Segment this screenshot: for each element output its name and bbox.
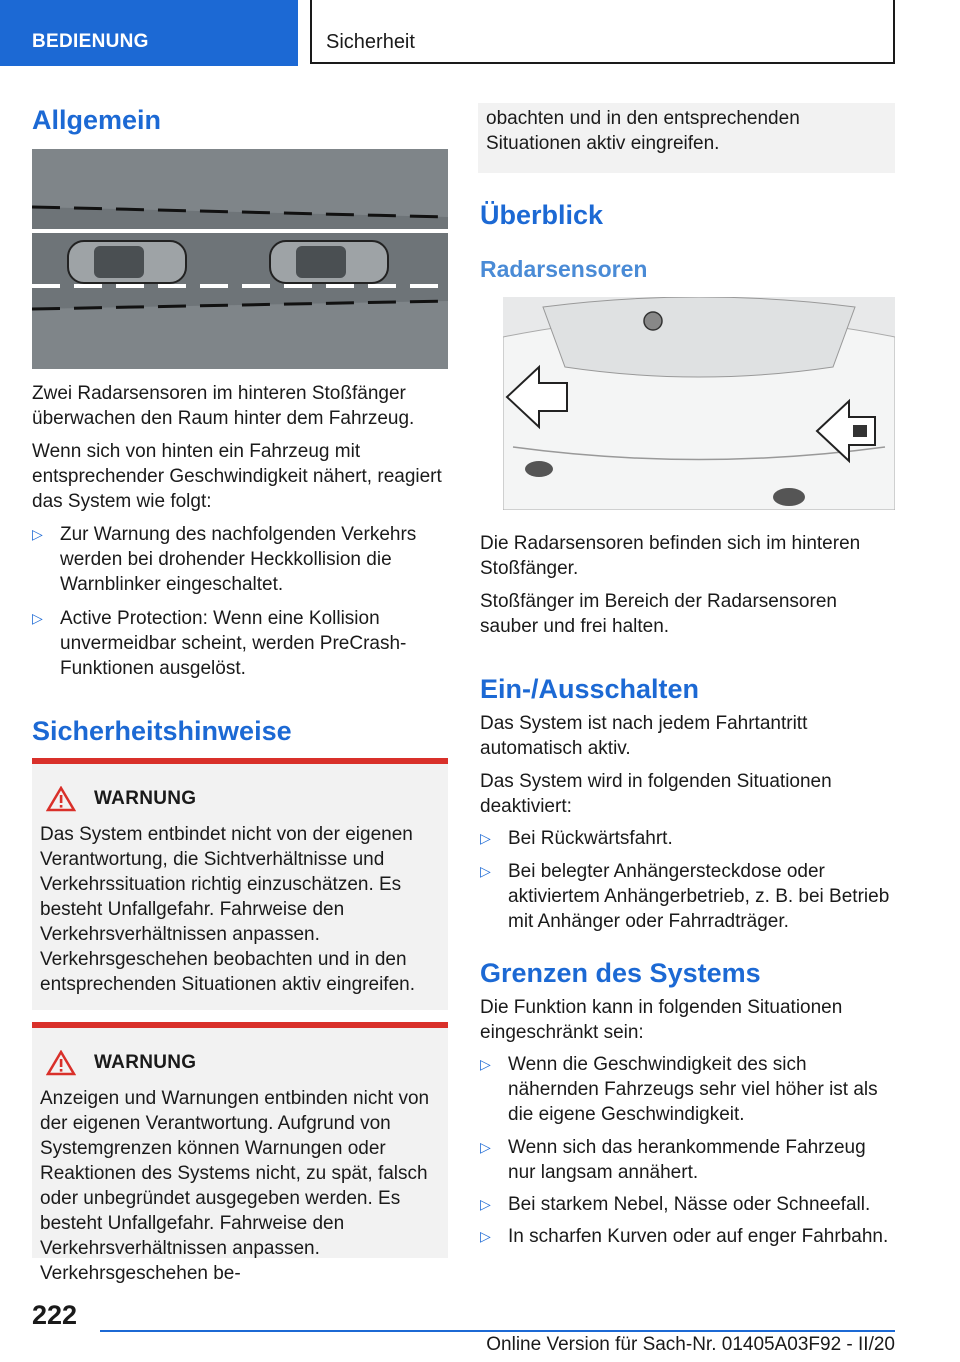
heading-general: Allgemein [32,105,162,135]
onoff-paragraph-2: Das System wird in folgenden Situationen deaktiviert: [480,771,832,817]
footer-version: Online Version für Sach-Nr. 01405A03F92 - II/20 [486,1334,895,1355]
footer-divider [100,1330,895,1332]
warning-text: Anzeigen und Warnungen entbinden nicht von der eigenen Verantwortung. Aufgrund von Systemgrenzen können Warnungen oder Reaktionen des Systems nicht, zu spät, falsch oder unbegründet ausgegeben werden. Es besteht Unfallgefahr. Fahrweise den Verkehrsverhältnissen anpassen. Verkehrsgeschehen be- [40,1088,430,1284]
heading-onoff: Ein-/Ausschalten [480,674,700,704]
warning-header [46,786,436,816]
front-car-icon [270,241,388,283]
triangle-bullet-icon: ▷ [480,1228,491,1244]
list-item: ▷ Bei Rückwärtsfahrt. [480,828,673,849]
radar-paragraph-2: Stoßfänger im Bereich der Radarsensoren sauber und frei halten. [480,591,837,637]
triangle-bullet-icon: ▷ [480,1139,491,1155]
warning-triangle-icon [46,786,76,812]
warning-box [32,1022,448,1284]
brand-logo-icon [644,312,662,330]
list-item: ▷ In scharfen Kurven oder auf enger Fahrbahn. [480,1226,889,1247]
onoff-paragraph-1: Das System ist nach jedem Fahrtantritt automatisch aktiv. [480,713,808,759]
heading-safety: Sicherheitshinweise [32,716,292,746]
list-item: ▷ Wenn sich das herankommende Fahrzeug nur langsam annähert. [480,1137,866,1183]
list-item: ▷ Zur Warnung des nachfolgenden Verkehrs werden bei drohender Heckkollision die Warnblinker eingeschaltet. [32,524,417,595]
traffic-illustration [32,149,448,369]
triangle-bullet-icon: ▷ [32,610,43,626]
radar-paragraph-1: Die Radarsensoren befinden sich im hinteren Stoßfänger. [480,533,861,579]
rear-car-icon [68,241,186,283]
chapter-tab[interactable]: Sicherheit [310,0,895,64]
intro-paragraph-2: Wenn sich von hinten ein Fahrzeug mit entsprechender Geschwindigkeit nähert, reagiert das System wie folgt: [32,441,442,512]
triangle-bullet-icon: ▷ [480,830,491,846]
warning-box [32,758,448,1010]
heading-overview: Überblick [480,200,604,230]
warning-label: WARNUNG [94,1052,197,1073]
warning-triangle-icon [46,1050,76,1076]
intro-paragraph-1: Zwei Radarsensoren im hinteren Stoßfänger überwachen den Raum hinter dem Fahrzeug. [32,383,415,429]
heading-limits: Grenzen des Systems [480,958,761,988]
limits-paragraph: Die Funktion kann in folgenden Situationen eingeschränkt sein: [480,997,843,1043]
triangle-bullet-icon: ▷ [480,1196,491,1212]
list-item: ▷ Wenn die Geschwindigkeit des sich nähernden Fahrzeugs sehr viel höher ist als die eigene Geschwindigkeit. [480,1054,878,1125]
triangle-bullet-icon: ▷ [480,1056,491,1072]
list-item: ▷ Bei belegter Anhängersteckdose oder aktiviertem Anhängerbetrieb, z. B. bei Betrieb mit Anhänger oder Fahrradträger. [480,861,890,932]
triangle-bullet-icon: ▷ [480,863,491,879]
warning-text: Das System entbindet nicht von der eigenen Verantwortung, die Sichtverhältnisse und Verkehrssituation richtig einzuschätzen. Es besteht Unfallgefahr. Fahrweise den Verkehrsverhältnissen anpassen. Verkehrsgeschehen beobachten und in den entsprechenden Situationen aktiv eingreifen. [40,824,415,995]
page-number: 222 [32,1300,78,1330]
page-header [0,0,960,66]
list-item: ▷ Active Protection: Wenn eine Kollision unvermeidbar scheint, werden PreCrash-Funktionen ausgelöst. [32,608,407,679]
warning-continuation-box [478,103,895,173]
triangle-bullet-icon: ▷ [32,526,43,542]
warning-continuation-text: obachten und in den entsprechenden Situationen aktiv eingreifen. [486,108,800,154]
warning-label: WARNUNG [94,788,197,809]
section-tab[interactable]: BEDIENUNG [0,0,298,66]
rear-bumper-illustration [503,297,895,510]
warning-header [46,1050,436,1080]
subheading-radar: Radarsensoren [480,256,648,282]
list-item: ▷ Bei starkem Nebel, Nässe oder Schneefall. [480,1194,871,1215]
